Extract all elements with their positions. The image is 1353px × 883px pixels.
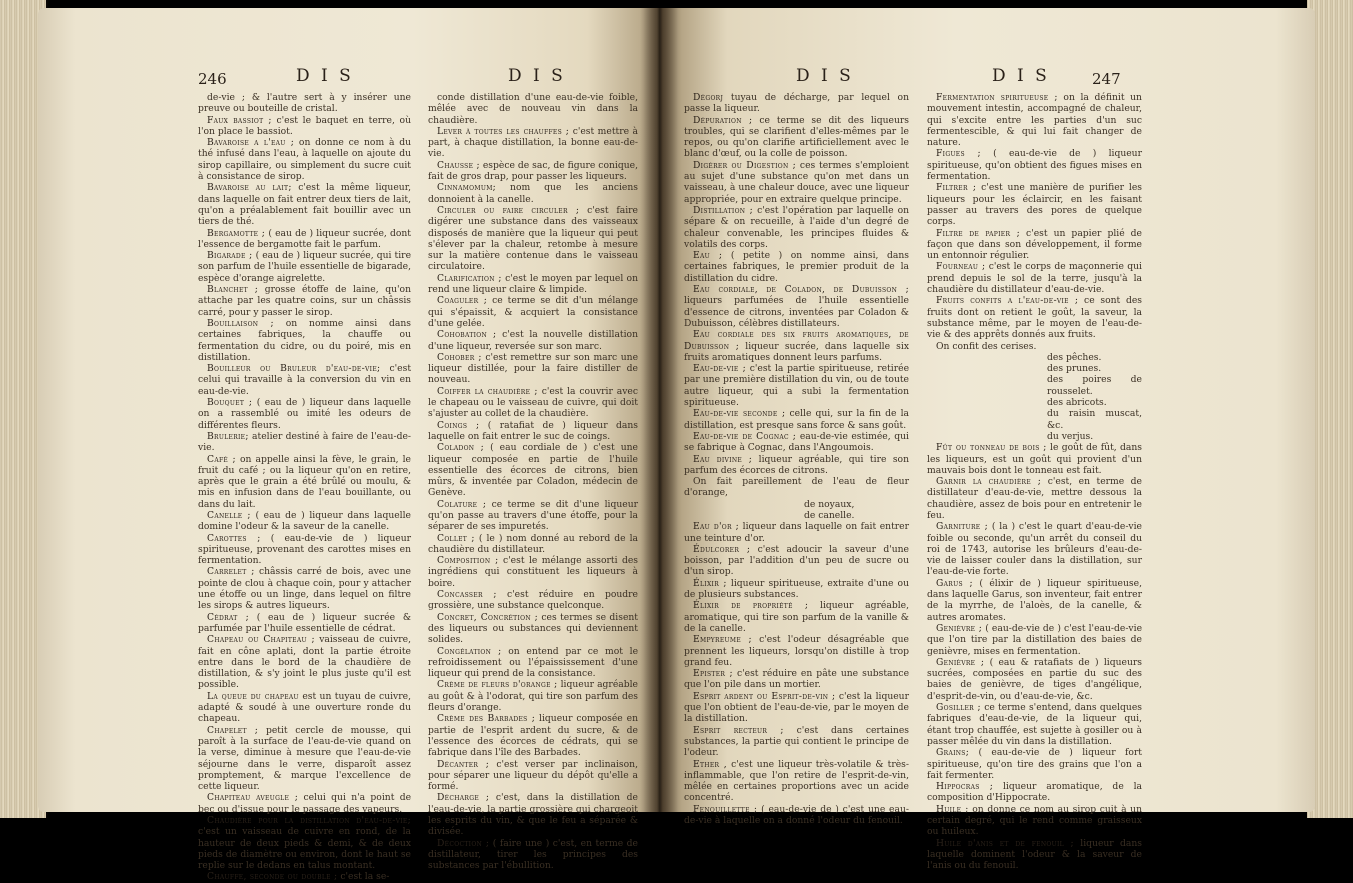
entry-definition: ces termes se disent des liqueurs ou substances qui deviennent solides. bbox=[428, 611, 638, 646]
entry-headword: Bavaroise a l'eau ; bbox=[207, 137, 295, 149]
entry-headword: Dépuration ; bbox=[693, 114, 753, 126]
dictionary-entry bbox=[428, 713, 638, 758]
entry-definition: ( eau-de-vie de ) liqueur spiritueuse, provenant des carottes mises en fermentation. bbox=[198, 532, 412, 567]
entry-headword: Carrelet ; bbox=[207, 566, 255, 578]
entry-headword: Chapiteau aveugle ; bbox=[207, 792, 299, 804]
dictionary-entry bbox=[428, 182, 638, 205]
dictionary-entry bbox=[684, 431, 909, 454]
entry-headword: Coings ; bbox=[437, 419, 480, 431]
dictionary-entry bbox=[428, 126, 638, 160]
dictionary-entry bbox=[198, 871, 411, 882]
entry-definition: ( eau de ) liqueur sucrée, qui tire son parfum de l'huile essentielle de bigarade, espèce d'orange aigrelette. bbox=[198, 250, 412, 284]
entry-definition: petit cercle de mousse, qui paroît à la surface de l'eau-de-vie quand on la verse, diminue à mesure que l'eau-de-vie séjourne dans le verre, disparoît assez promptement, & marque l'excellence de cette liqueur. bbox=[198, 724, 411, 793]
entry-definition: grosse étoffe de laine, qu'on attache par les quatre coins, sur un châssis carré, pour y passer le sirop. bbox=[198, 284, 412, 318]
entry-definition: c'est, en terme de distillateur d'eau-de-vie, mettre dessous la chaudière, assez de bois pour en entretenir le feu. bbox=[927, 476, 1142, 521]
entry-definition: c'est verser par inclinaison, pour séparer une liqueur du dépôt qu'elle a formé. bbox=[428, 758, 639, 793]
entry-definition: ces termes s'emploient au sujet d'une substance qu'on met dans un vaisseau, à une chaleur douce, avec une liqueur appropriée, pour en extraire quelque principe. bbox=[684, 159, 910, 205]
entry-definition: nom que les anciens donnoient à la canelle. bbox=[428, 182, 639, 205]
dictionary-entry bbox=[927, 352, 1142, 363]
entry-definition: c'est le baquet en terre, où l'on place le bassiot. bbox=[198, 114, 412, 137]
entry-headword: Coaguler ; bbox=[437, 295, 488, 307]
entry-definition: ( eau de ) liqueur sucrée & parfumée par l'huile essentielle de cédrat. bbox=[198, 611, 411, 634]
entry-headword: Édulcorer ; bbox=[693, 543, 751, 555]
dictionary-entry bbox=[927, 702, 1142, 747]
dictionary-entry bbox=[684, 544, 909, 578]
dictionary-entry bbox=[927, 374, 1142, 397]
dictionary-entry bbox=[198, 397, 411, 431]
entry-definition: c'est la nouvelle distillation d'une liqueur, reversée sur son marc. bbox=[428, 329, 639, 352]
entry-definition: ( eau-de-vie de ) c'est une eau-de-vie à laquelle on a donné l'odeur du fenouil. bbox=[684, 803, 909, 826]
entry-headword: Café ; bbox=[207, 453, 236, 465]
dictionary-entry bbox=[684, 521, 909, 544]
entry-definition: c'est celui qui travaille à la conversion du vin en eau-de-vie. bbox=[198, 363, 412, 397]
entry-definition: c'est la liqueur que l'on obtient de l'eau-de-vie, par le moyen de la distillation. bbox=[684, 690, 909, 725]
entry-definition: on la définit un mouvement intestin, accompagné de chaleur, qui s'excite entre les parties d'un suc fermentescible, & qui lui fait changer de nature. bbox=[927, 92, 1142, 149]
dictionary-entry bbox=[198, 318, 411, 363]
dictionary-entry bbox=[684, 476, 909, 499]
dictionary-entry bbox=[198, 612, 411, 635]
entry-headword: Gosiller ; bbox=[936, 702, 981, 714]
dictionary-entry bbox=[198, 284, 411, 318]
entry-definition: liqueur agréable, aromatique, qui tire son parfum de la vanille & de la canelle. bbox=[684, 600, 910, 634]
entry-definition: des poires de rousselet. bbox=[1047, 374, 1142, 397]
entry-definition: c'est réduire en pâte une substance que l'on pile dans un mortier. bbox=[684, 668, 910, 691]
entry-headword: La queue du chapeau bbox=[207, 690, 299, 702]
entry-headword: Cohobation ; bbox=[437, 329, 497, 341]
dictionary-entry bbox=[428, 589, 638, 612]
dictionary-entry bbox=[684, 408, 909, 431]
entry-definition: c'est la même liqueur, dans laquelle on fait entrer deux tiers de lait, qu'on a préalablement fait bouillir avec un tiers de thé. bbox=[198, 182, 412, 228]
entry-definition: ( eau-de-vie de ) liqueur fort spiritueuse, qu'on tire des grains que l'on a fait fermenter. bbox=[927, 747, 1143, 781]
dictionary-entry bbox=[684, 363, 909, 408]
dictionary-entry bbox=[428, 612, 638, 646]
entry-definition: est un tuyau de cuivre, adapté & soudé à une ouverture ronde du chapeau. bbox=[198, 690, 411, 725]
entry-headword: Chauffe, seconde ou double ; bbox=[207, 871, 338, 883]
entry-headword: Collet ; bbox=[437, 532, 475, 544]
entry-headword: Digérer ou Digestion ; bbox=[693, 159, 797, 171]
dictionary-entry bbox=[684, 205, 909, 250]
dictionary-entry bbox=[927, 521, 1142, 577]
dictionary-entry bbox=[927, 657, 1142, 702]
dictionary-entry bbox=[927, 182, 1142, 227]
entry-headword: Filtre de papier ; bbox=[936, 227, 1021, 239]
entry-headword: Chapeau ou Chapiteau ; bbox=[207, 634, 315, 646]
entry-headword: Coladon ; bbox=[437, 442, 485, 454]
right-page bbox=[662, 8, 1315, 872]
entry-headword: Blanchet ; bbox=[207, 284, 259, 296]
dictionary-entry bbox=[198, 533, 411, 567]
left-column-2 bbox=[428, 92, 638, 871]
dictionary-entry bbox=[198, 137, 411, 182]
dictionary-entry bbox=[428, 646, 638, 680]
entry-definition: espèce de sac, de figure conique, fait de gros drap, pour passer les liqueurs. bbox=[428, 159, 638, 183]
entry-headword: Huile d'anis et de fenouil ; bbox=[936, 837, 1074, 849]
right-column-2 bbox=[927, 92, 1142, 871]
entry-headword: Colature ; bbox=[437, 498, 487, 510]
right-column-1 bbox=[684, 92, 909, 826]
dictionary-entry bbox=[927, 228, 1142, 262]
entry-headword: Eau-de-vie ; bbox=[693, 363, 746, 375]
entry-headword: Décoction ; bbox=[437, 837, 490, 849]
dictionary-entry bbox=[198, 510, 411, 533]
running-head-right-2: D I S bbox=[992, 66, 1050, 86]
entry-definition: liqueur composée en partie de l'esprit ardent du sucre, & de l'essence des écorces de cédrats, qui se fabrique dans l'île des Barbades. bbox=[428, 713, 638, 759]
entry-definition: c'est le corps de maçonnerie qui prend depuis le sol de la terre, jusqu'à la chaudière du distillateur d'eau-de-vie. bbox=[927, 261, 1142, 296]
entry-definition: ( eau cordiale de ) c'est une liqueur composée en partie de l'huile essentielle des écorces de citrons, bien mûrs, & inventée par Coladon, médecin de Genève. bbox=[428, 442, 638, 499]
entry-definition: c'est l'odeur désagréable que prennent les liqueurs, lorsqu'on distille à trop grand feu. bbox=[684, 634, 909, 668]
entry-definition: liqueur agréable au goût & à l'odorat, qui tire son parfum des fleurs d'orange. bbox=[428, 679, 638, 714]
entry-definition: liqueur aromatique, de la composition d'Hippocrate. bbox=[927, 781, 1142, 804]
entry-headword: Coiffer la chaudière ; bbox=[437, 385, 538, 397]
entry-definition: eau-de-vie estimée, qui se fabrique à Cognac, dans l'Angoumois. bbox=[684, 430, 909, 454]
entry-headword: Garniture ; bbox=[936, 521, 988, 533]
entry-definition: c'est remettre sur son marc une liqueur distillée, pour la faire distiller de nouveau. bbox=[428, 351, 639, 386]
dictionary-entry bbox=[428, 386, 638, 420]
dictionary-entry bbox=[684, 691, 909, 725]
dictionary-entry bbox=[927, 261, 1142, 295]
entry-definition: liqueur spiritueuse, extraite d'une ou de plusieurs substances. bbox=[684, 577, 909, 601]
dictionary-entry bbox=[428, 555, 638, 589]
dictionary-entry bbox=[927, 295, 1142, 340]
dictionary-entry bbox=[428, 792, 638, 837]
running-head-left-2: D I S bbox=[508, 66, 566, 86]
entry-definition: ce terme se dit des liqueurs troubles, qui se clarifient d'elles-mêmes par le repos, ou qu'on clarifie artificiellement avec le blanc d'œuf, ou la colle de poisson. bbox=[684, 114, 909, 160]
entry-headword: Concasser ; bbox=[437, 589, 497, 601]
entry-definition: du raisin muscat, &c. bbox=[1047, 408, 1142, 431]
dictionary-entry bbox=[428, 205, 638, 273]
dictionary-entry bbox=[684, 510, 909, 521]
entry-definition: des abricots. bbox=[1047, 397, 1107, 409]
dictionary-entry bbox=[198, 182, 411, 227]
dictionary-entry bbox=[428, 838, 638, 872]
entry-definition: tuyau de décharge, par lequel on passe la liqueur. bbox=[684, 92, 910, 115]
running-head-right-1: D I S bbox=[796, 66, 854, 86]
entry-headword: Bouilleur ou Bruleur d'eau-de-vie; bbox=[207, 363, 381, 375]
dictionary-entry bbox=[198, 115, 411, 138]
dictionary-entry bbox=[927, 148, 1142, 182]
entry-definition: ( eau & ratafiats de ) liqueurs sucrées, composées en partie du suc des baies de genièvre, de tiges d'angélique, d'esprit-de-vin, ou d'eau-de-vie, &c. bbox=[927, 656, 1143, 702]
left-column-1 bbox=[198, 92, 411, 883]
entry-headword: Huile ; bbox=[936, 803, 969, 815]
entry-definition: de noyaux, bbox=[804, 498, 855, 510]
dictionary-entry bbox=[684, 115, 909, 160]
entry-definition: liqueur agréable, qui tire son parfum des écorces de citrons. bbox=[684, 453, 909, 476]
entry-definition: ( eau-de-vie de ) c'est l'eau-de-vie que l'on tire par la distillation des baies de genièvre, mises en fermentation. bbox=[927, 622, 1143, 657]
entry-definition: c'est mettre à part, à chaque distillation, la bonne eau-de-vie. bbox=[428, 125, 638, 160]
entry-definition: ( eau de ) liqueur dans laquelle domine l'odeur & la saveur de la canelle. bbox=[198, 509, 411, 533]
dictionary-entry bbox=[198, 250, 411, 284]
entry-headword: Canelle ; bbox=[207, 509, 251, 521]
dictionary-entry bbox=[684, 725, 909, 759]
dictionary-entry bbox=[684, 454, 909, 477]
entry-headword: Carottes ; bbox=[207, 532, 261, 544]
dictionary-entry bbox=[428, 420, 638, 443]
entry-headword: Chaudière pour la distillation d'eau-de-vie; bbox=[207, 815, 411, 826]
entry-headword: Fermentation spiritueuse ; bbox=[936, 92, 1058, 103]
entry-headword: Distillation ; bbox=[693, 204, 754, 216]
entry-headword: Cohober ; bbox=[437, 351, 482, 363]
entry-definition: de canelle. bbox=[804, 509, 855, 521]
dictionary-entry bbox=[927, 341, 1142, 352]
dictionary-entry bbox=[198, 815, 411, 871]
dictionary-entry bbox=[428, 329, 638, 352]
dictionary-entry bbox=[428, 92, 638, 126]
entry-headword: Empyreume ; bbox=[693, 634, 752, 646]
left-page bbox=[38, 8, 662, 883]
dictionary-entry bbox=[198, 363, 411, 397]
dictionary-entry bbox=[684, 668, 909, 691]
entry-definition: c'est un papier plié de façon que dans son développement, il forme un entonnoir régulier. bbox=[927, 227, 1142, 262]
entry-headword: Genièvre ; bbox=[936, 622, 983, 634]
dictionary-entry bbox=[927, 804, 1142, 838]
entry-definition: ce terme se dit d'une liqueur qu'on passe au travers d'une étoffe, pour la séparer de ses impuretés. bbox=[428, 498, 639, 533]
entry-headword: Eau-de-vie seconde ; bbox=[693, 408, 786, 420]
entry-headword: Composition ; bbox=[437, 555, 499, 567]
entry-definition: on donne ce nom au sirop cuit à un certain degré, qui le rend comme graisseux ou huileux. bbox=[927, 803, 1142, 838]
dictionary-entry bbox=[927, 397, 1142, 408]
dictionary-entry bbox=[428, 533, 638, 556]
entry-definition: c'est la couvrir avec le chapeau ou le vaisseau de cuivre, qui doit s'ajuster au collet de la chaudière. bbox=[428, 385, 638, 420]
entry-definition: on donne ce nom à du thé infusé dans l'eau, à laquelle on ajoute du sirop capillaire, ou simplement du sucre cuit à consistance de sirop. bbox=[198, 137, 412, 183]
entry-definition: ( petite ) on nomme ainsi, dans certaines fabriques, le premier produit de la distillation du cidre. bbox=[684, 250, 909, 284]
entry-headword: Décharge ; bbox=[437, 792, 490, 804]
entry-definition: ( élixir de ) liqueur spiritueuse, dans laquelle Garus, son inventeur, fait entrer de la myrrhe, de l'aloès, de la canelle, & autres aromates. bbox=[927, 577, 1142, 623]
entry-definition: c'est une liqueur très-volatile & très-inflammable, que l'on retire de l'esprit-de-vin, mêlée en certaines proportions avec un acide concentré. bbox=[684, 758, 910, 804]
dictionary-entry bbox=[198, 431, 411, 454]
entry-headword: Esprit recteur ; bbox=[693, 724, 784, 736]
dictionary-entry bbox=[198, 454, 411, 510]
running-head-left-1: D I S bbox=[296, 66, 354, 86]
entry-definition: c'est, dans la distillation de l'eau-de-vie, la partie grossière qui chargeoit les esprits du vin, & que le feu a séparée & divisée. bbox=[428, 792, 638, 838]
entry-headword: Bavaroise au lait; bbox=[207, 182, 292, 194]
entry-definition: c'est la partie spiritueuse, retirée par une première distillation du vin, ou de toute autre liqueur, qui a subi la fermentation spiritueuse. bbox=[684, 363, 910, 409]
entry-definition: ( ratafiat de ) liqueur dans laquelle on fait entrer le suc de coings. bbox=[428, 419, 639, 442]
entry-definition: c'est la se- bbox=[340, 871, 390, 883]
entry-headword: Bergamotte ; bbox=[207, 227, 266, 239]
entry-definition: c'est le moyen par lequel on rend une liqueur claire & limpide. bbox=[428, 272, 638, 296]
dictionary-entry bbox=[684, 600, 909, 634]
entry-headword: Élixir ; bbox=[693, 577, 727, 589]
dictionary-entry bbox=[428, 352, 638, 386]
entry-definition: ( faire une ) c'est, en terme de distillateur, tirer les principes des substances par l'ébullition. bbox=[428, 837, 638, 872]
dictionary-entry bbox=[428, 442, 638, 498]
entry-headword: Grains; bbox=[936, 747, 970, 759]
entry-headword: Faux bassiot ; bbox=[207, 114, 272, 126]
dictionary-entry bbox=[428, 679, 638, 713]
dictionary-entry bbox=[927, 623, 1142, 657]
entry-definition: liqueur dans laquelle on fait entrer une teinture d'or. bbox=[684, 521, 909, 544]
entry-definition: c'est faire digérer une substance dans des vaisseaux disposés de manière que la liqueur qui peut s'élever par la chaleur, retombe à mesure sur la matière contenue dans le vaisseau circulatoire. bbox=[428, 204, 638, 273]
entry-headword: Bouquet ; bbox=[207, 397, 253, 409]
entry-definition: c'est une manière de purifier les liqueurs pour les éclaircir, en les faisant passer au travers des pores de quelque corps. bbox=[927, 182, 1143, 228]
dictionary-entry bbox=[684, 499, 909, 510]
dictionary-entry bbox=[428, 160, 638, 183]
dictionary-entry bbox=[684, 634, 909, 668]
entry-headword: Hippocras ; bbox=[936, 781, 994, 793]
entry-headword: Décanter ; bbox=[437, 758, 490, 770]
entry-definition: liqueur sucrée, dans laquelle six fruits aromatiques donnent leurs parfums. bbox=[684, 340, 910, 363]
entry-definition: c'est adoucir la saveur d'une boisson, par l'addition d'un peu de sucre ou d'un sirop. bbox=[684, 543, 909, 578]
dictionary-entry bbox=[684, 578, 909, 601]
dictionary-entry bbox=[927, 408, 1142, 431]
dictionary-entry bbox=[927, 476, 1142, 521]
entry-headword: Fenouillette ; bbox=[693, 803, 758, 815]
entry-headword: Eau cordiale des six fruits aromatiques, de Dubuisson ; bbox=[684, 329, 909, 352]
dictionary-entry bbox=[684, 92, 909, 115]
entry-headword: Lever à toutes les chauffes ; bbox=[437, 125, 570, 137]
entry-headword: Élixir de propriété ; bbox=[693, 600, 809, 612]
entry-definition: c'est réduire en poudre grossière, une substance quelconque. bbox=[428, 589, 638, 612]
entry-headword: Crème de fleurs d'orange ; bbox=[437, 679, 558, 691]
entry-headword: Fût ou tonneau de bois ; bbox=[936, 442, 1047, 454]
entry-definition: ce terme s'entend, dans quelques fabriques d'eau-de-vie, de la liqueur qui, étant trop chauffée, est sujette à gosiller ou à passer mêlée du vin dans la distillation. bbox=[927, 702, 1142, 747]
entry-definition: vaisseau de cuivre, fait en cône aplati, dont la partie étroite entre dans le bord de la chaudière de distillation, & s'y joint le plus juste qu'il est possible. bbox=[198, 634, 412, 691]
entry-definition: c'est l'opération par laquelle on sépare & on recueille, à l'aide d'un degré de chaleur convenable, les principes fluides & volatils des corps. bbox=[684, 204, 910, 250]
dictionary-entry bbox=[684, 329, 909, 363]
dictionary-entry bbox=[198, 566, 411, 611]
entry-headword: Brulerie; bbox=[207, 430, 249, 442]
entry-definition: liqueur dans laquelle dominent l'odeur & la saveur de l'anis ou du fenouil. bbox=[927, 837, 1142, 872]
entry-headword: Fruits confits a l'eau-de-vie ; bbox=[936, 295, 1079, 307]
entry-headword: Filtrer ; bbox=[936, 182, 977, 194]
dictionary-entry bbox=[927, 838, 1142, 872]
dictionary-entry bbox=[428, 273, 638, 296]
book-gutter bbox=[640, 8, 678, 812]
entry-headword: Dégorj bbox=[693, 92, 724, 103]
dictionary-entry bbox=[684, 160, 909, 205]
dictionary-entry bbox=[428, 295, 638, 329]
entry-headword: Chausse ; bbox=[437, 159, 480, 171]
dictionary-entry bbox=[927, 781, 1142, 804]
entry-definition: ( eau de ) liqueur sucrée, dont l'essence de bergamotte fait le parfum. bbox=[198, 227, 411, 250]
dictionary-entry bbox=[428, 499, 638, 533]
entry-definition: c'est un vaisseau de cuivre en rond, de la hauteur de deux pieds & demi, & de deux pieds de diamètre ou environ, dont le haut se replie sur le dedans en talus montant. bbox=[198, 826, 411, 872]
entry-headword: Crème des Barbades ; bbox=[437, 713, 536, 725]
entry-headword: Eau ; bbox=[693, 250, 723, 262]
entry-definition: c'est dans certaines substances, la partie qui contient le principe de l'odeur. bbox=[684, 724, 909, 759]
entry-definition: ( eau de ) liqueur dans laquelle on a rassemblé ou imité les odeurs de différentes fleurs. bbox=[198, 397, 411, 431]
dictionary-entry bbox=[684, 804, 909, 827]
entry-definition: conde distillation d'une eau-de-vie foible, mêlée avec de nouveau vin dans la chaudière. bbox=[428, 92, 638, 126]
entry-definition: on nomme ainsi dans certaines fabriques, la chauffe ou fermentation du cidre, ou du poiré, mis en distillation. bbox=[198, 317, 411, 363]
entry-headword: Bouillaison ; bbox=[207, 317, 274, 329]
entry-definition: châssis carré de bois, avec une pointe de clou à chaque coin, pour y attacher une étoffe ou un linge, dans lequel on filtre les sirops & autres liqueurs. bbox=[198, 566, 411, 612]
dictionary-entry bbox=[428, 759, 638, 793]
dictionary-entry bbox=[684, 250, 909, 284]
entry-headword: Bigarade ; bbox=[207, 250, 253, 262]
entry-definition: du verjus. bbox=[1047, 430, 1094, 442]
dictionary-entry bbox=[198, 691, 411, 725]
entry-headword: Circuler ou faire circuler ; bbox=[437, 204, 580, 216]
page-number-left: 246 bbox=[198, 70, 227, 88]
dictionary-entry bbox=[927, 92, 1142, 148]
entry-headword: Esprit ardent ou Esprit-de-vin ; bbox=[693, 690, 836, 702]
entry-headword: Eau-de-vie de Cognac ; bbox=[693, 430, 797, 442]
entry-definition: des prunes. bbox=[1047, 363, 1102, 375]
entry-definition: On confit des cerises. bbox=[936, 340, 1037, 352]
dictionary-entry bbox=[927, 442, 1142, 476]
dictionary-entry bbox=[198, 634, 411, 690]
entry-headword: Figues ; bbox=[936, 148, 981, 160]
dictionary-entry bbox=[927, 747, 1142, 781]
entry-definition: on entend par ce mot le refroidissement ou l'épaississement d'une liqueur qui prend de la consistance. bbox=[428, 645, 639, 680]
entry-headword: Ether , bbox=[693, 758, 727, 770]
entry-headword: Chapelet ; bbox=[207, 724, 259, 736]
dictionary-entry bbox=[198, 228, 411, 251]
entry-definition: celle qui, sur la fin de la distillation, est presque sans force & sans goût. bbox=[684, 408, 909, 431]
dictionary-entry bbox=[198, 92, 411, 115]
entry-definition: on appelle ainsi la fève, le grain, le fruit du café ; ou la liqueur qu'on en retire, après que le grain a été brûlé ou moulu, & mis en infusion dans de l'eau bouillante, ou dans du lait. bbox=[198, 453, 411, 510]
entry-headword: Clarification ; bbox=[437, 272, 502, 284]
entry-headword: Congélation ; bbox=[437, 645, 502, 657]
page-number-right: 247 bbox=[1092, 70, 1121, 88]
dictionary-entry bbox=[684, 759, 909, 804]
entry-headword: Eau divine ; bbox=[693, 453, 753, 465]
entry-headword: Garnir la chaudière ; bbox=[936, 476, 1042, 488]
entry-definition: des pêches. bbox=[1047, 351, 1102, 363]
dictionary-entry bbox=[198, 792, 411, 815]
entry-headword: Eau d'or ; bbox=[693, 521, 740, 533]
entry-definition: le goût de fût, dans les liqueurs, est un goût qui provient d'un mauvais bois dont le tonneau est fait. bbox=[927, 442, 1143, 476]
entry-definition: ce terme se dit d'un mélange qui s'épaissit, & acquiert la consistance d'une gelée. bbox=[428, 295, 639, 329]
entry-headword: Concret, Concrétion ; bbox=[437, 611, 539, 623]
entry-definition: c'est le mélange assorti des ingrédiens qui constituent les liqueurs à boire. bbox=[428, 555, 639, 589]
entry-definition: de-vie ; & l'autre sert à y insérer une preuve ou bouteille de cristal. bbox=[198, 92, 411, 115]
entry-definition: atelier destiné à faire de l'eau-de-vie. bbox=[198, 430, 412, 454]
entry-definition: ce sont des fruits dont on retient le goût, la saveur, la substance même, par le moyen de l'eau-de-vie & des apprêts donnés aux fruits. bbox=[927, 295, 1143, 341]
dictionary-entry bbox=[927, 363, 1142, 374]
entry-definition: ( le ) nom donné au rebord de la chaudière du distillateur. bbox=[428, 532, 639, 555]
entry-definition: celui qui n'a point de bec ou d'issue pour le passage des vapeurs. bbox=[198, 792, 412, 815]
entry-definition: liqueurs parfumées de l'huile essentielle d'essence de citrons, inventées par Coladon & Dubuisson, célèbres distillateurs. bbox=[684, 295, 909, 329]
dictionary-entry bbox=[684, 284, 909, 329]
entry-definition: ( la ) c'est le quart d'eau-de-vie foible ou seconde, qu'un arrêt du conseil du roi de 1743, autorise les brûleurs d'eau-de-vie de laisser couler dans la distillation, sur l'eau-de-vie forte. bbox=[927, 521, 1142, 578]
entry-headword: Cinnamomum; bbox=[437, 182, 497, 194]
entry-headword: Cédrat ; bbox=[207, 611, 249, 623]
dictionary-entry bbox=[198, 725, 411, 793]
dictionary-entry bbox=[927, 431, 1142, 442]
entry-headword: Genièvre ; bbox=[936, 656, 985, 668]
entry-definition: ( eau-de-vie de ) liqueur spiritueuse, qu'on obtient des figues mises en fermentation. bbox=[927, 148, 1142, 183]
entry-headword: Fourneau ; bbox=[936, 261, 986, 273]
entry-headword: Epister ; bbox=[693, 668, 733, 680]
dictionary-entry bbox=[927, 578, 1142, 623]
entry-headword: Eau cordiale, de Coladon, de Dubuisson ; bbox=[693, 284, 909, 296]
entry-definition: On fait pareillement de l'eau de fleur d'orange, bbox=[684, 476, 909, 499]
entry-headword: Garus ; bbox=[936, 577, 973, 589]
